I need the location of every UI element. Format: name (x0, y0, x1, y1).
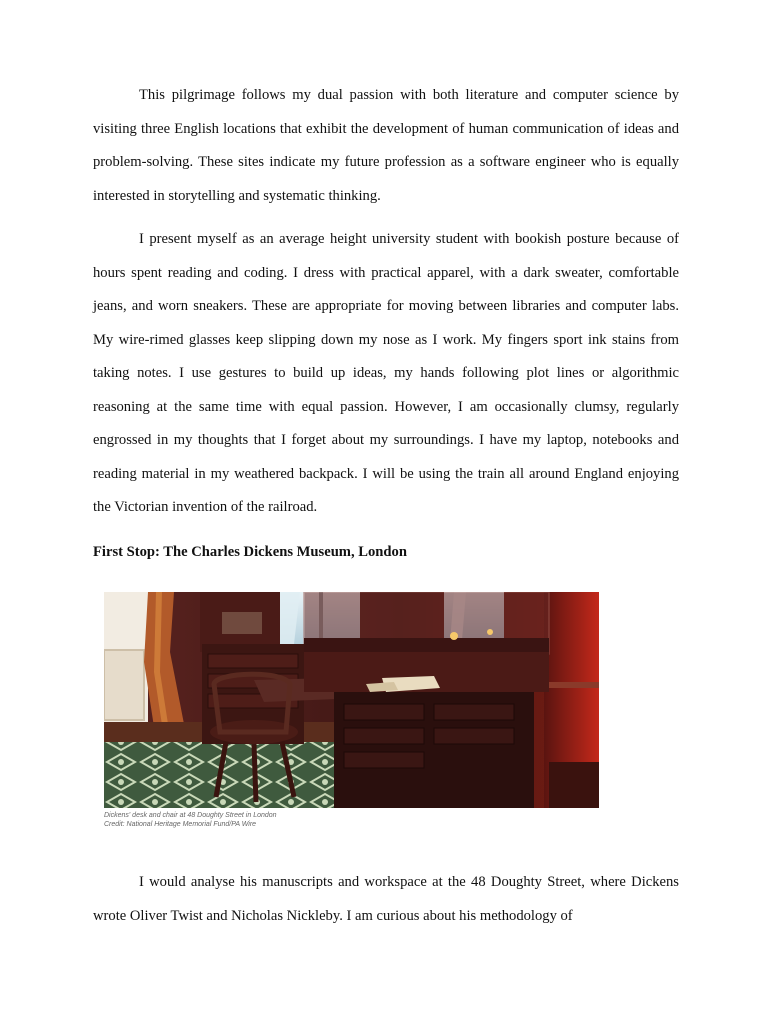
caption-credit: Credit: National Heritage Memorial Fund/PA Wire (104, 821, 257, 828)
section-heading: First Stop: The Charles Dickens Museum, London (93, 544, 407, 560)
caption-description: Dickens' desk and chair at 48 Doughty Street in London (104, 812, 277, 819)
figure-caption (104, 811, 277, 829)
body-paragraph-3: I would analyse his manuscripts and workspace at the 48 Doughty Street, where Dickens wrote Oliver Twist and Nicholas Nickleby. I am curious about his methodology of (93, 874, 679, 924)
body-paragraph-1: This pilgrimage follows my dual passion with both literature and computer science by visiting three English locations that exhibit the development of human communication of ideas and problem-solving. These sites indicate my future profession as a software engineer who is equally interested in storytelling and systematic thinking. (93, 87, 679, 204)
body-paragraph-2: I present myself as an average height university student with bookish posture because of hours spent reading and coding. I dress with practical apparel, with a dark sweater, comfortable jeans, and worn sneakers. These are appropriate for moving between libraries and computer labs. My wire-rimed glasses keep slipping down my nose as I work. My fingers sport ink stains from taking notes. I use gestures to build up ideas, my hands following plot lines or algorithmic reasoning at the same time with equal passion. However, I am occasionally clumsy, regularly engrossed in my thoughts that I forget about my surroundings. I have my laptop, notebooks and reading material in my weathered backpack. I will be using the train all around England enjoying the Victorian invention of the railroad. (93, 231, 679, 515)
dickens-desk-photo (104, 592, 599, 808)
